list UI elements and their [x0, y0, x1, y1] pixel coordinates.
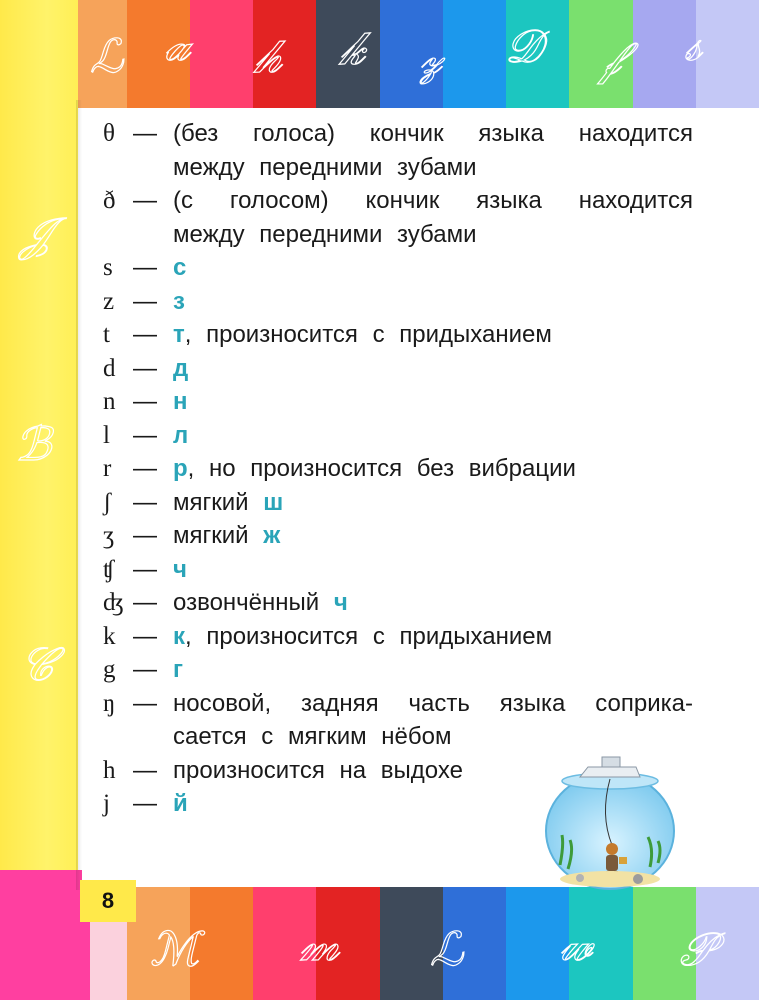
phonetic-symbol: ʤ [103, 589, 125, 616]
dash: — [133, 321, 157, 348]
description-text: (с голосом) кончик языка находится [173, 187, 693, 214]
phonetic-entry [103, 553, 693, 587]
phonetic-entry [103, 251, 693, 285]
description-text: произносится на выдохе [173, 756, 463, 784]
dash: — [133, 589, 157, 616]
top-stripe [127, 0, 190, 108]
phonetic-symbol: ŋ [103, 689, 116, 717]
fishbowl-illustration [540, 745, 680, 895]
phonetic-symbol: n [103, 388, 116, 415]
entry-description [173, 452, 693, 486]
phonetic-symbol: h [103, 756, 116, 784]
dash: — [133, 622, 157, 650]
entry-description [173, 519, 693, 553]
description-text: , произносится с придыханием [185, 622, 553, 650]
calligraphy-letter: 𝓈 [685, 19, 702, 70]
entry-description [173, 385, 693, 419]
russian-letter: р [173, 455, 188, 482]
dash: — [133, 187, 157, 214]
calligraphy-letter: 𝒻 [600, 33, 621, 84]
calligraphy-letter: 𝒫 [680, 924, 714, 975]
dash: — [133, 354, 157, 382]
russian-letter: г [173, 656, 183, 683]
phonetic-symbol: d [103, 354, 116, 382]
phonetic-entry [103, 285, 693, 319]
dash: — [133, 555, 157, 583]
calligraphy-letter: ℬ [15, 419, 52, 470]
phonetic-entry [103, 486, 693, 520]
russian-letter: ж [263, 522, 281, 549]
top-stripe [569, 0, 632, 108]
phonetic-symbol: k [103, 622, 116, 650]
calligraphy-letter: ℒ [430, 924, 464, 975]
phonetic-entry [103, 452, 693, 486]
entry-description [173, 184, 693, 218]
entry-description [173, 620, 693, 654]
dash: — [133, 689, 157, 717]
russian-letter: н [173, 388, 188, 415]
description-text: , но произносится без вибрации [187, 455, 576, 482]
phonetic-symbol: l [103, 421, 110, 449]
phonetic-symbol: t [103, 321, 110, 348]
entry-description [173, 486, 693, 520]
left-decorative-bar [0, 0, 78, 1000]
phonetic-entry [103, 653, 693, 687]
top-stripe [190, 0, 253, 108]
dash: — [133, 254, 157, 281]
top-stripe [633, 0, 696, 108]
description-text: (без голоса) кончик языка находится [173, 120, 693, 147]
bottom-stripe [190, 887, 253, 1000]
russian-letter: с [173, 254, 187, 281]
description-text: , произносится с придыханием [184, 321, 552, 348]
top-stripe [443, 0, 506, 108]
phonetic-symbol: z [103, 287, 115, 315]
calligraphy-letter: 𝓀 [340, 23, 365, 74]
description-continuation: между передними зубами [173, 220, 477, 248]
bottom-stripe [633, 887, 696, 1000]
russian-letter: ч [333, 589, 348, 616]
phonetic-entry [103, 385, 693, 419]
top-decorative-stripes [0, 0, 759, 108]
russian-letter: й [173, 790, 188, 817]
top-stripe [253, 0, 316, 108]
description-text: носовой, задняя часть языка соприка- [173, 689, 693, 717]
dash: — [133, 388, 157, 415]
description-continuation: сается с мягким нёбом [173, 723, 452, 750]
phonetic-symbol: g [103, 656, 116, 683]
russian-letter: ш [263, 488, 284, 516]
dash: — [133, 120, 157, 147]
dash: — [133, 756, 157, 784]
bottom-stripe [569, 887, 632, 1000]
phonetic-symbol: ʧ [103, 555, 115, 583]
phonetic-symbol: θ [103, 120, 115, 147]
description-text: озвончённый [173, 589, 334, 616]
dash: — [133, 421, 157, 449]
top-stripe [316, 0, 379, 108]
entry-description [173, 687, 693, 721]
phonetic-symbol: s [103, 254, 113, 281]
entry-description [173, 352, 693, 386]
dash: — [133, 488, 157, 516]
dash: — [133, 656, 157, 683]
calligraphy-letter: 𝒟 [505, 21, 542, 72]
top-stripe [506, 0, 569, 108]
bottom-stripe [506, 887, 569, 1000]
entry-description [173, 553, 693, 587]
calligraphy-letter: ℳ [150, 924, 200, 975]
entry-description [173, 117, 693, 151]
dash: — [133, 522, 157, 549]
dash: — [133, 287, 157, 315]
phonetic-list [103, 117, 693, 821]
calligraphy-letter: 𝓌 [560, 919, 592, 970]
phonetic-entry [103, 419, 693, 453]
entry-description [173, 251, 693, 285]
phonetic-entry [103, 586, 693, 620]
phonetic-symbol: ð [103, 187, 116, 214]
phonetic-entry [103, 620, 693, 654]
top-stripe [696, 0, 759, 108]
phonetic-symbol: ʃ [103, 488, 112, 516]
russian-letter: л [173, 421, 189, 449]
russian-letter: д [173, 354, 189, 382]
calligraphy-letter: 𝓏 [420, 33, 442, 84]
page-number: 8 [80, 880, 136, 922]
calligraphy-letter: ℒ [90, 31, 124, 82]
phonetic-entry [103, 687, 693, 754]
phonetic-entry [103, 352, 693, 386]
entry-description [173, 318, 693, 352]
dash: — [133, 790, 157, 817]
bottom-stripe [443, 887, 506, 1000]
bottom-stripe [696, 887, 759, 1000]
phonetic-entry [103, 519, 693, 553]
entry-description [173, 419, 693, 453]
russian-letter: к [173, 622, 186, 650]
dash: — [133, 455, 157, 482]
calligraphy-letter: 𝒶 [165, 19, 191, 70]
phonetic-entry [103, 318, 693, 352]
phonetic-entry [103, 184, 693, 251]
bottom-stripe [253, 887, 316, 1000]
russian-letter: з [173, 287, 185, 315]
phonetic-symbol: j [103, 790, 110, 817]
calligraphy-letter: 𝒥 [20, 209, 52, 260]
description-continuation: между передними зубами [173, 153, 477, 181]
entry-description [173, 586, 693, 620]
calligraphy-letter: 𝒞 [20, 639, 54, 690]
entry-description [173, 653, 693, 687]
entry-description [173, 285, 693, 319]
bottom-stripe [316, 887, 379, 1000]
description-text: мягкий [173, 522, 264, 549]
russian-letter: т [173, 321, 185, 348]
calligraphy-letter: 𝒽 [255, 31, 282, 82]
bottom-stripe [380, 887, 443, 1000]
phonetic-entry [103, 117, 693, 184]
top-stripe [380, 0, 443, 108]
phonetic-symbol: r [103, 455, 112, 482]
phonetic-symbol: ʒ [103, 522, 115, 549]
russian-letter: ч [173, 555, 187, 583]
description-text: мягкий [173, 488, 264, 516]
calligraphy-letter: 𝓂 [300, 919, 340, 970]
